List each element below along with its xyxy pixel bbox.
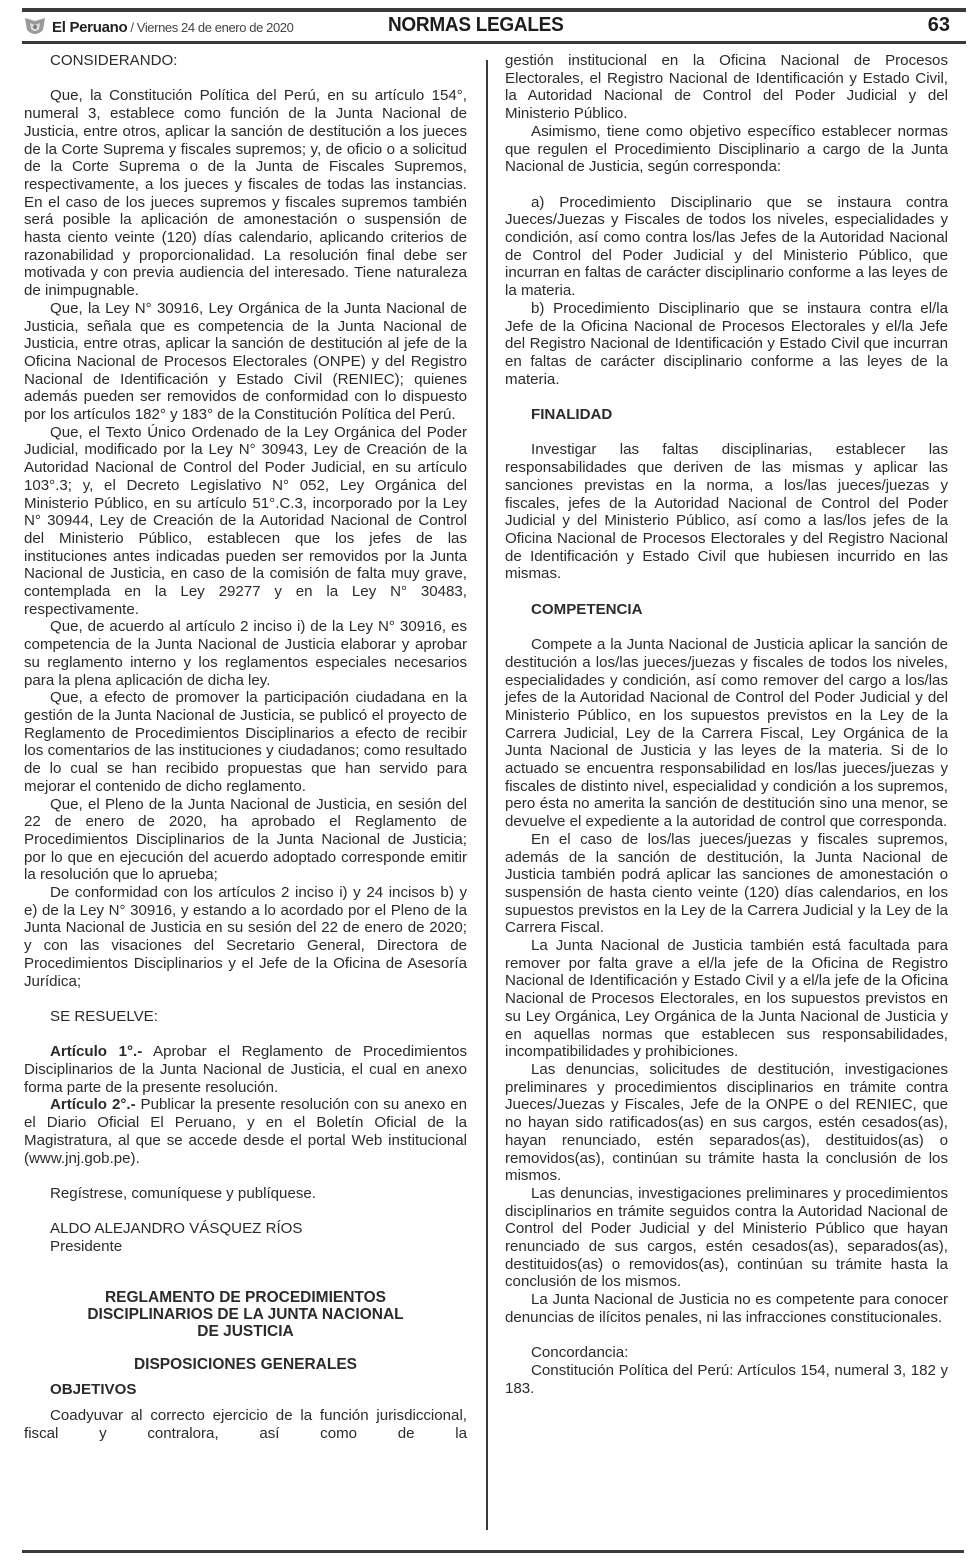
paragraph: Que, a efecto de promover la participación ciudadana en la gestión de la Junta Nacional de Justicia, se publicó el proyecto de Reglamento de Procedimientos Disciplinarios a efecto de recibir los comentarios de las instituciones y ciudadanos; como resultado de lo cual se han recibido propuestas que han servido para mejorar el contenido de dicho reglamento. (24, 689, 467, 795)
paragraph: Que, el Pleno de la Junta Nacional de Justicia, en sesión del 22 de enero de 2020, ha aprobado el Reglamento de Procedimientos Disciplinarios de la Junta Nacional de Justicia; por lo que en ejecución del acuerdo adoptado corresponde emitir la resolución que lo aprueba; (24, 795, 467, 884)
paragraph: Que, el Texto Único Ordenado de la Ley Orgánica del Poder Judicial, modificado por la Ley N° 30943, Ley de Creación de la Autoridad Nacional de Control del Poder Judicial, en su artículo 103°.3; y, el Decreto Legislativo N° 052, Ley Orgánica del Ministerio Público, en su artículo 51°.C.3, incorporado por la Ley N° 30944, Ley de Creación de la Autoridad Nacional de Control del Ministerio Público, establecen que los jefes de las instituciones antes indicadas pueden ser removidos por la Junta Nacional de Justicia, en caso de la comisión de falta muy grave, contemplada en la Ley 29277 y en la Ley N° 30483, respectivamente. (24, 423, 467, 618)
paragraph: Las denuncias, solicitudes de destitución, investigaciones preliminares y procedimientos disciplinarios en trámite contra Jueces/Juezas y Fiscales, Jefe de la ONPE o del RENIEC, que no hayan sido ratificados(as) en sus cargos, estén cesados(as), hayan renunciado, estén separados(as), destituidos(as) o removidos(as), continúan su trámite hasta la conclusión de los mismos. (505, 1061, 948, 1185)
paragraph: gestión institucional en la Oficina Nacional de Procesos Electorales, el Registro Nacional de Identificación y Estado Civil, la Autoridad Nacional de Control del Poder Judicial y del Ministerio Público. (505, 52, 948, 123)
finalidad-heading: FINALIDAD (531, 406, 613, 424)
paragraph: La Junta Nacional de Justicia no es competente para conocer denuncias de ilícitos penales, ni las infracciones constitucionales. (505, 1291, 948, 1326)
page-number: 63 (927, 14, 950, 36)
article-2 (24, 1096, 467, 1167)
publication-date: / Viernes 24 de enero de 2020 (130, 19, 294, 35)
paragraph: Que, la Ley N° 30916, Ley Orgánica de la Junta Nacional de Justicia, señala que es competencia de la Junta Nacional de Justicia, entre otras, aplicar la sanción de destitución al jefe de la Oficina Nacional de Procesos Electorales (ONPE) y del Registro Nacional de Identificación y Estado Civil (RENIEC); quienes además pueden ser removidos de conformidad con lo dispuesto por los artículos 182° y 183° de la Constitución Política del Perú. (24, 299, 467, 424)
se-resuelve-label: SE RESUELVE: (50, 1007, 158, 1025)
article-1-label: Artículo 1°.- (50, 1043, 143, 1061)
paragraph: Investigar las faltas disciplinarias, establecer las responsabilidades que deriven de las mismas y aplicar las sanciones previstas en la norma, a los/las jueces/juezas y fiscales, jefes de la Autoridad Nacional de Control del Poder Judicial y del Ministerio Público, así como a las/los jefes de la Oficina Nacional de Procesos Electorales y del Registro Nacional de Identificación y Estado Civil que hubiesen incurrido en las mismas. (505, 441, 948, 583)
signer-title: Presidente (50, 1238, 123, 1256)
paragraph: Que, la Constitución Política del Perú, en su artículo 154°, numeral 3, establece como función de la Junta Nacional de Justicia, entre otros, aplicar la sanción de destitución a los jueces de la Corte Suprema y fiscales supremos; y, de oficio o a solicitud de la Corte Suprema o de la Junta de Fiscales Supremos, respectivamente, a los jueces y fiscales de todas las instancias. En el caso de los jueces supremos y fiscales supremos también será posible la aplicación de amonestación o suspensión de hasta ciento veinte (120) días calendario, aplicando criterios de razonabilidad y proporcionalidad. La resolución final debe ser motivada y con previa audiencia del interesado. Tiene naturaleza de inimpugnable. (24, 87, 467, 300)
regulation-title-line-2: DISCIPLINARIOS DE LA JUNTA NACIONAL (87, 1306, 404, 1324)
column-divider (486, 60, 488, 1530)
newspaper-brand: El Peruano (52, 18, 128, 36)
list-item-b: b) Procedimiento Disciplinario que se instaura contra el/la Jefe de la Oficina Nacional de Procesos Electorales y el/la Jefe del Registro Nacional de Identificación y Estado Civil que incurran en faltas de carácter disciplinario conforme a las leyes de la materia. (505, 299, 948, 388)
objetivos-heading: OBJETIVOS (50, 1381, 137, 1399)
concordancia-label: Concordancia: (531, 1344, 629, 1362)
article-2-text: Publicar la presente resolución con su anexo en el Diario Oficial El Peruano, y en el Boletín Oficial de la Magistratura, al que se accede desde el portal Web institucional (www.jnj.gob.pe). (24, 1096, 467, 1167)
regulation-title-line-1: REGLAMENTO DE PROCEDIMIENTOS (104, 1289, 387, 1307)
considerando-label: CONSIDERANDO: (50, 52, 178, 69)
competencia-heading: COMPETENCIA (531, 600, 643, 618)
concordancia-text: Constitución Política del Perú: Artículos 154, numeral 3, 182 y 183. (505, 1361, 948, 1397)
regulation-title-line-3: DE JUSTICIA (197, 1323, 294, 1341)
paragraph: De conformidad con los artículos 2 inciso i) y 24 incisos b) y e) de la Ley N° 30916, y estando a lo acordado por el Pleno de la Junta Nacional de Justicia en su sesión del 22 de enero de 2020; y con las visaciones del Secretario General, Directora de Procedimientos Disciplinarios y el Jefe de la Oficina de Asesoría Jurídica; (24, 884, 467, 990)
left-column (24, 52, 467, 1443)
el-peruano-shield-icon (22, 15, 48, 39)
section-title: NORMAS LEGALES (388, 14, 564, 36)
article-1-text: Aprobar el Reglamento de Procedimientos Disciplinarios de la Junta Nacional de Justicia, el cual en anexo forma parte de la presente resolución. (24, 1043, 467, 1096)
paragraph: Compete a la Junta Nacional de Justicia aplicar la sanción de destitución a los/las jueces/juezas y fiscales de todos los niveles, especialidades y condición, así como remover del cargo a los/las jefes de la Autoridad Nacional de Control del Poder Judicial y del Ministerio Público, en los supuestos previstos en la Ley de la Carrera Judicial, Ley de la Carrera Fiscal, Ley Orgánica de la Junta Nacional de Justicia y las leyes de la materia. Si de lo actuado se encuentra responsabilidad en los/las jueces/juezas y fiscales de distinto nivel, especialidad y condición a los supremos, pero ésta no amerita la sanción de destitución sino una menor, se devuelve el expediente a la autoridad de control que corresponda. (505, 636, 948, 831)
article-1 (24, 1043, 467, 1096)
header-bottom-rule (22, 41, 966, 44)
paragraph: Las denuncias, investigaciones preliminares y procedimientos disciplinarios en trámite seguidos contra la Autoridad Nacional de Control del Poder Judicial y del Ministerio Público que hayan renunciado de sus cargos, estén cesados(as), separados(as), destituidos(as) o removidos(as), continúan su trámite hasta la conclusión de los mismos. (505, 1184, 948, 1291)
paragraph: Coadyuvar al correcto ejercicio de la función jurisdiccional, fiscal y contralora, así como de la (24, 1407, 467, 1442)
signer-name: ALDO ALEJANDRO VÁSQUEZ RÍOS (50, 1220, 303, 1238)
paragraph: La Junta Nacional de Justicia también está facultada para remover por falta grave a el/la jefe de la Oficina de Registro Nacional de Identificación y Estado Civil y a el/la jefe de la Oficina Nacional de Procesos Electorales, en los supuestos previstos en su Ley Orgánica, Ley Orgánica de la Junta Nacional de Justicia y en aquellas normas que establecen sus responsabilidades, incompatibilidades y prohibiciones. (505, 937, 948, 1061)
paragraph: Asimismo, tiene como objetivo específico establecer normas que regulen el Procedimiento Disciplinario a cargo de la Junta Nacional de Justicia, según corresponda: (505, 122, 948, 176)
list-item-a: a) Procedimiento Disciplinario que se instaura contra Jueces/Juezas y Fiscales de todos los niveles, especialidades y condición, así como contra los/las Jefes de la Autoridad Nacional de Control del Poder Judicial y del Ministerio Público, que incurran en faltas de carácter disciplinario conforme a las leyes de la materia. (505, 193, 948, 300)
disposiciones-generales-heading: DISPOSICIONES GENERALES (133, 1356, 358, 1374)
right-column (505, 52, 948, 1397)
paragraph: Que, de acuerdo al artículo 2 inciso i) de la Ley N° 30916, es competencia de la Junta Nacional de Justicia elaborar y aprobar su reglamento interno y los reglamentos especiales necesarios para la plena aplicación de dicha ley. (24, 618, 467, 689)
paragraph: En el caso de los/las jueces/juezas y fiscales supremos, además de la sanción de destitución, la Junta Nacional de Justicia también podrá aplicar las sanciones de amonestación o suspensión de hasta ciento veinte (120) días calendarios, en los supuestos previstos en la Ley de la Carrera Judicial y la Ley de la Carrera Fiscal. (505, 830, 948, 937)
header-top-rule (22, 8, 966, 12)
footer-rule (22, 1550, 964, 1553)
closing-formula: Regístrese, comuníquese y publíquese. (50, 1184, 316, 1202)
article-2-label: Artículo 2°.- (50, 1096, 136, 1114)
